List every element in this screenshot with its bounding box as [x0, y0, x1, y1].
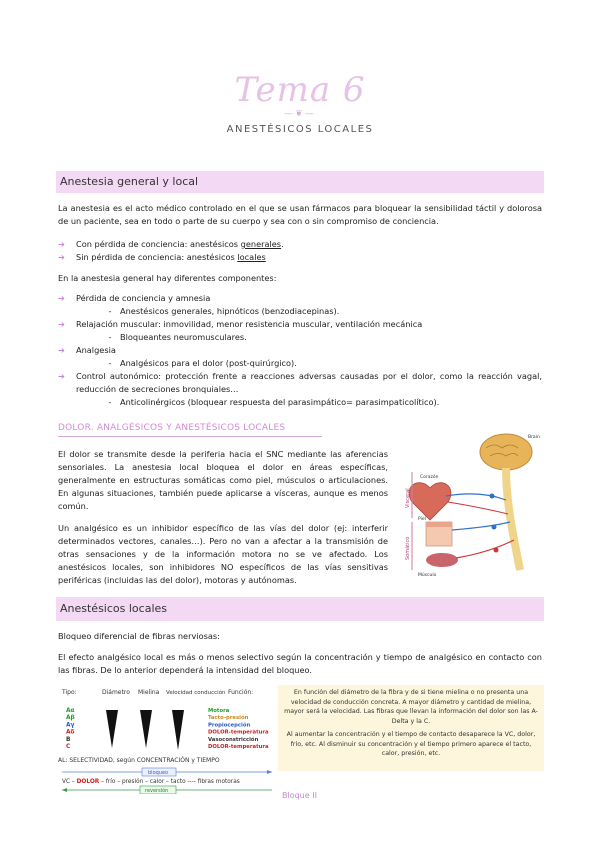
- bloqueo-subheading: Bloqueo diferencial de fibras nerviosas:: [58, 631, 220, 641]
- section-heading: Anestesia general y local: [60, 175, 199, 188]
- fiber-function-label: Motora: [208, 708, 230, 714]
- section-heading: Anestésicos locales: [60, 602, 167, 615]
- list-item-text: Control autonómico: protección frente a reacciones adversas causadas por el dolor, como la reacción vagal, reducción de secreciones bronquiales…: [76, 371, 542, 394]
- underlined-term: locales: [237, 252, 266, 262]
- page-title: Tema 6: [234, 70, 366, 110]
- bloque-label: Bloque II: [282, 791, 317, 800]
- note-paragraph-2: Al aumentar la concentración y el tiempo de contacto desaparece la VC, dolor, frío, etc. Al disminuir su concentración y el tiempo primero aparece el tacto, calor, presión, etc.: [286, 731, 536, 757]
- arrow-icon: ➔: [58, 371, 65, 381]
- note-paragraph-1: En función del diámetro de la fibra y de si tiene mielina o no presenta una velocidad de conducción concreta. A mayor diámetro y cantidad de mielina, mayor será la velocidad. Las fibras que llevan la información del dolor son las A-Delta y la C.: [284, 689, 538, 725]
- arrow-icon: ➔: [58, 319, 65, 329]
- section-band-anestesicos-locales: [56, 597, 544, 621]
- bloqueo-label: bloqueo: [148, 770, 169, 776]
- subsection-heading-dolor: DOLOR. ANALGÉSICOS Y ANESTÉSICOS LOCALES: [58, 423, 286, 433]
- fiber-function-label: Vasoconstricción: [208, 736, 259, 743]
- col-mielina: Mielina: [138, 689, 160, 696]
- brain-shape: [480, 434, 532, 470]
- figure-label-skin: Piel: [418, 517, 426, 522]
- underlined-term: generales: [240, 239, 282, 249]
- col-tipo: Tipo:: [62, 689, 77, 696]
- list-item: [58, 238, 542, 251]
- dash-icon: -: [108, 306, 112, 316]
- components-list: [58, 292, 542, 409]
- selectivity-caption: AL: SELECTIVIDAD, según CONCENTRACIÓN y TIEMPO: [58, 757, 220, 764]
- components-intro: En la anestesia general hay diferentes componentes:: [58, 273, 277, 283]
- arrow-icon: ➔: [58, 239, 65, 249]
- dolor-paragraph-1: El dolor se transmite desde la periferia hacia el SNC mediante las aferencias sensoriales. La anestesia local bloquea el dolor en áreas específicas, generalmente en estructuras somáticas como piel, músculos o articulaciones. En algunas situaciones, también puede aplicarse a vísceras, aunque es menos común.: [58, 449, 388, 511]
- sub-item-text: Anticolinérgicos (bloquear respuesta del parasimpático= parasimpaticolítico).: [120, 397, 440, 407]
- fiber-types-figure: [58, 686, 276, 794]
- sub-item: [58, 331, 542, 344]
- fiber-note-box: [278, 685, 544, 771]
- col-velocidad: Velocidad conducción: [166, 690, 226, 696]
- intro-paragraph: La anestesia es el acto médico controlado en el que se usan fármacos para bloquear la sensibilidad táctil y dolorosa de un paciente, sea en todo o parte de su cuerpo y sea con o sin compromiso de conciencia.: [58, 203, 542, 226]
- figure-label-heart: Corazón: [420, 475, 439, 480]
- list-item: [58, 344, 542, 357]
- fiber-type-label: Aβ: [66, 715, 75, 722]
- fiber-type-label: C: [66, 744, 71, 750]
- list-item: [58, 370, 542, 396]
- heading-underline: [58, 436, 322, 437]
- figure-label-brain: Brain: [528, 435, 540, 440]
- list-item-text: Relajación muscular: inmovilidad, menor resistencia muscular, ventilación mecánica: [76, 319, 423, 329]
- reversion-label: reversión: [145, 788, 169, 794]
- fiber-type-label: Aγ: [66, 722, 75, 729]
- fiber-type-label: Aδ: [66, 729, 75, 736]
- page-subtitle: ANESTÉSICOS LOCALES: [226, 124, 374, 135]
- section-band-anestesia: [56, 171, 544, 193]
- sub-item-text: Bloqueantes neuromusculares.: [120, 332, 247, 342]
- fiber-type-label: B: [66, 736, 71, 743]
- dolor-paragraph-2: Un analgésico es un inhibidor específico de las vías del dolor (ej: interferir determinados vectores, canales…). Pero no van a afectar a la transmisión de otras sensaciones y de la información motora no se ve afectado. Los anestésicos locales, son inhibidores NO específicos de las vías sensitivas periféricas (incluidas las del dolor), motoras y autónomas.: [58, 523, 388, 585]
- fiber-function-label: Tacto-presión: [208, 715, 249, 722]
- col-funcion: Función:: [228, 689, 254, 696]
- col-diametro: Diámetro: [102, 689, 130, 696]
- arrow-icon: ➔: [58, 345, 65, 355]
- diameter-wedge: [106, 710, 118, 748]
- fiber-function-label: DOLOR-temperatura: [208, 744, 269, 750]
- title-ornament: —❦—: [284, 109, 316, 119]
- dash-icon: -: [108, 332, 112, 342]
- dash-icon: -: [108, 358, 112, 368]
- sub-item: [58, 305, 542, 318]
- vc-sequence: VC – DOLOR – frío – presión – calor – tacto ---- fibras motoras: [62, 779, 240, 785]
- dash-icon: -: [108, 397, 112, 407]
- arrow-icon: ➔: [58, 252, 65, 262]
- fiber-type-label: Aα: [66, 708, 75, 714]
- figure-label-muscle: Músculo: [418, 573, 437, 578]
- fiber-function-label: DOLOR-temperatura: [208, 729, 269, 736]
- arrow-icon: ➔: [58, 293, 65, 303]
- list-item-text: Analgesia: [76, 345, 116, 355]
- sub-item-text: Anestésicos generales, hipnóticos (benzodiacepinas).: [120, 306, 340, 316]
- figure-label-somatico: Somático: [405, 536, 411, 560]
- sub-item: [58, 396, 542, 409]
- myelin-wedge: [140, 710, 152, 748]
- sub-item-text: Analgésicos para el dolor (post-quirúrgico).: [120, 358, 297, 368]
- figure-label-visceral: Visceral: [405, 488, 411, 508]
- bloqueo-paragraph: El efecto analgésico local es más o menos selectivo según la concentración y tiempo de analgésico en contacto con las fibras. De lo anterior dependerá la intensidad del bloqueo.: [58, 652, 542, 675]
- list-item: [58, 251, 542, 264]
- fiber-function-label: Propiocepción: [208, 722, 251, 729]
- list-item-text: Sin pérdida de conciencia: anestésicos: [76, 252, 238, 262]
- list-item: [58, 292, 542, 305]
- pain-pathway-figure: [400, 430, 548, 578]
- muscle-shape: [426, 553, 458, 567]
- list-item-text: Pérdida de conciencia y amnesia: [76, 293, 211, 303]
- list-item-text: Con pérdida de conciencia: anestésicos: [76, 239, 241, 249]
- sub-item: [58, 357, 542, 370]
- velocity-wedge: [172, 710, 184, 750]
- list-item: [58, 318, 542, 331]
- list-item-suffix: .: [281, 239, 284, 249]
- conciencia-list: [58, 238, 542, 264]
